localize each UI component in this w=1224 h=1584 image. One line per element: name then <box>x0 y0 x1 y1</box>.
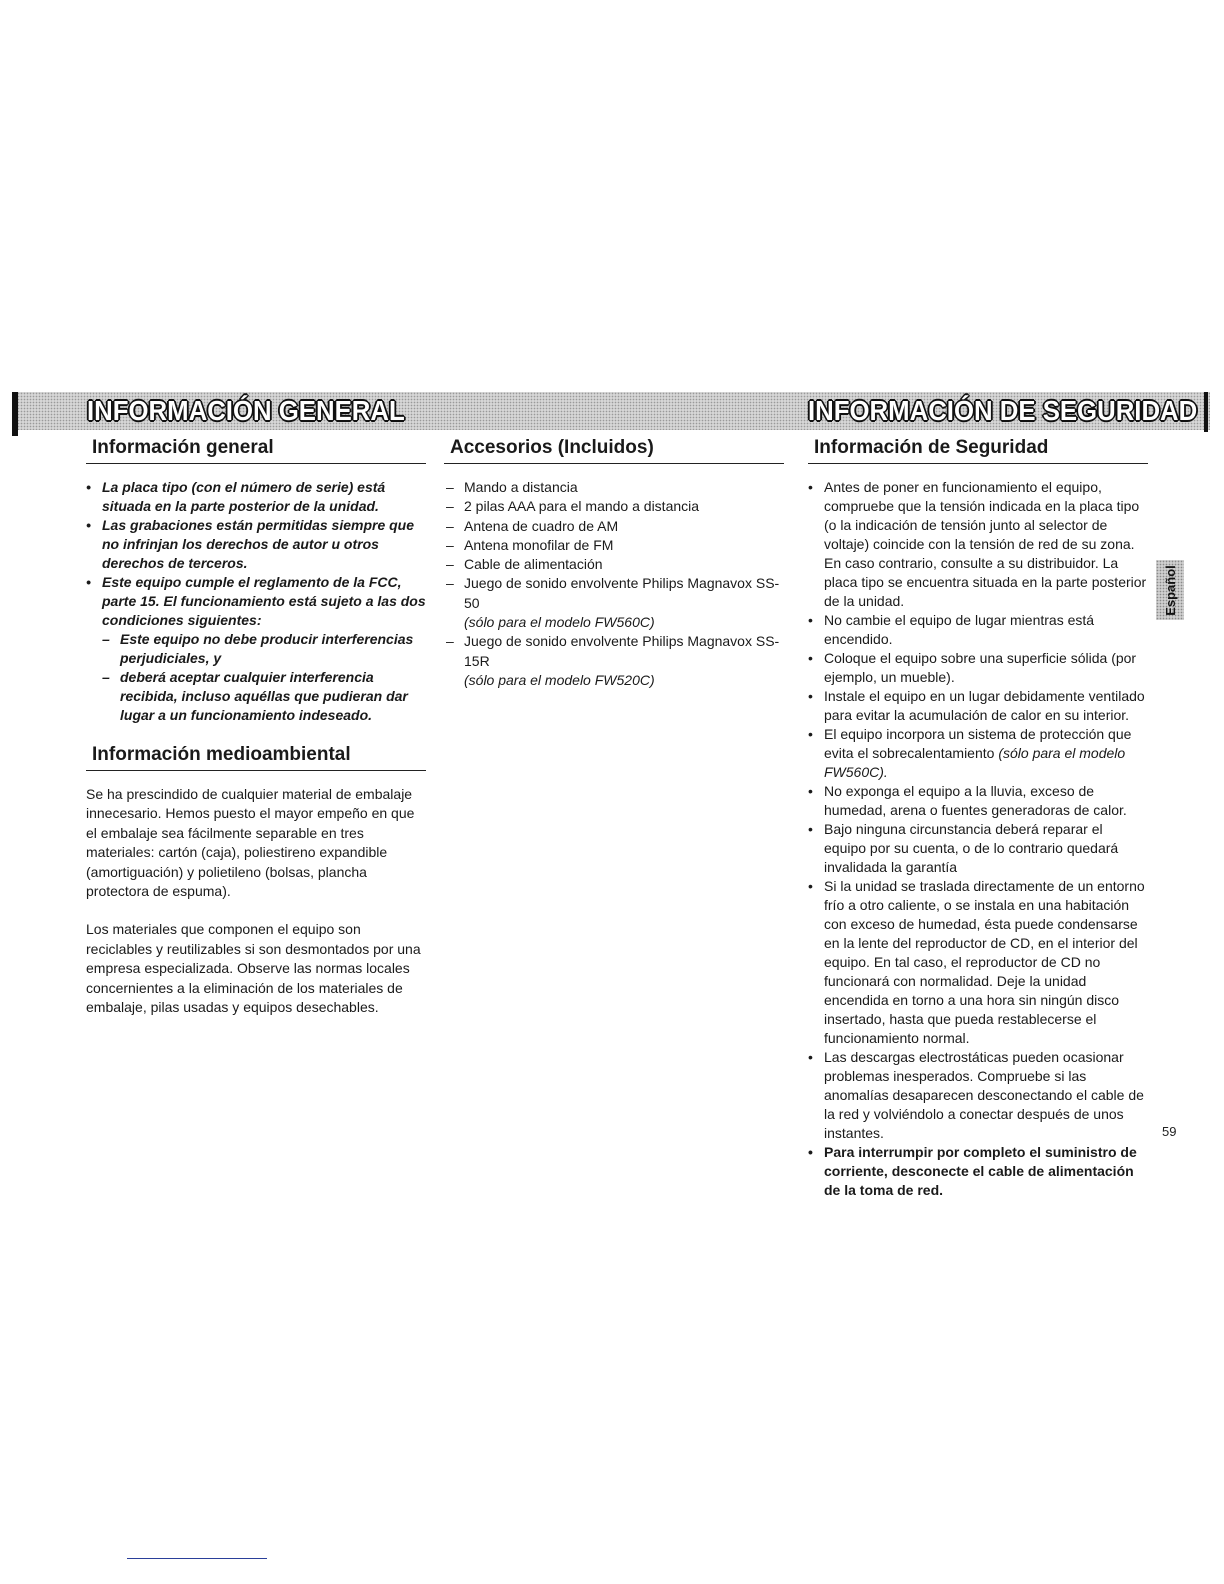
environment-paragraph: Se ha prescindido de cualquier material de embalaje innecesario. Hemos puesto el mayor empeño en que el embalaje sea fácilmente separable en tres materiales: cartón (caja), poliestireno expandible (amortiguación) y polietileno (bolsas, plancha protectora de espuma). <box>86 786 415 900</box>
banner-edge-mark-left <box>12 392 18 436</box>
list-item-text: Juego de sonido envolvente Philips Magnavox SS-15R <box>464 633 780 669</box>
accessories-heading: Accesorios (Incluidos) <box>444 436 784 464</box>
language-tab-label <box>1156 562 1184 618</box>
list-item: – Antena monofilar de FM <box>444 536 784 555</box>
list-item: • Para interrumpir por completo el suministro de corriente, desconecte el cable de alimentación de la toma de red. <box>808 1143 1148 1200</box>
banner-title-safety: INFORMACIÓN DE SEGURIDAD <box>808 395 1198 426</box>
list-item: – Este equipo no debe producir interferencias perjudiciales, y <box>102 630 426 668</box>
list-item-text: El equipo incorpora un sistema de protección que evita el sobrecalentamiento <box>824 726 1132 761</box>
general-info-heading: Información general <box>86 436 426 464</box>
model-note: (sólo para el modelo FW560C). <box>824 745 1126 780</box>
column-safety <box>808 436 1148 1200</box>
page-number: 59 <box>1162 1124 1177 1139</box>
list-item-text: Este equipo cumple el reglamento de la FCC, parte 15. El funcionamiento está sujeto a las dos condiciones siguientes: <box>102 574 426 628</box>
list-item: – 2 pilas AAA para el mando a distancia <box>444 497 784 516</box>
list-item-text: Juego de sonido envolvente Philips Magnavox SS-50 <box>464 575 780 611</box>
model-note: (sólo para el modelo FW520C) <box>464 671 655 688</box>
banner-title-general: INFORMACIÓN GENERAL <box>87 395 405 426</box>
list-item: – Antena de cuadro de AM <box>444 517 784 536</box>
environment-paragraph: Los materiales que componen el equipo son reciclables y reutilizables si son desmontados por una empresa especializada. Observe las normas locales concernientes a la eliminación de los materiales de embalaje, pilas usadas y equipos desechables. <box>86 921 421 1016</box>
list-item: • Coloque el equipo sobre una superficie sólida (por ejemplo, un mueble). <box>808 649 1148 687</box>
list-item: – Mando a distancia <box>444 478 784 497</box>
list-item: • No cambie el equipo de lugar mientras está encendido. <box>808 611 1148 649</box>
safety-list <box>808 478 1148 1200</box>
general-info-list <box>86 478 426 725</box>
list-item: • Instale el equipo en un lugar debidamente ventilado para evitar la acumulación de calor en su interior. <box>808 687 1148 725</box>
column-accessories <box>444 436 784 690</box>
list-item: – deberá aceptar cualquier interferencia recibida, incluso aquéllas que pudieran dar lugar a un funcionamiento indeseado. <box>102 668 426 725</box>
banner-edge-mark-right <box>1204 392 1208 432</box>
list-item <box>808 725 1148 782</box>
list-item: • Bajo ninguna circunstancia deberá reparar el equipo por su cuenta, o de lo contrario quedará invalidada la garantía <box>808 820 1148 877</box>
column-general <box>86 436 426 1017</box>
language-tab-text: Español <box>1162 564 1178 616</box>
list-item <box>444 574 784 632</box>
accessories-list <box>444 478 784 690</box>
model-note: (sólo para el modelo FW560C) <box>464 614 655 631</box>
fcc-conditions-list <box>102 630 426 725</box>
list-item: • No exponga el equipo a la lluvia, exceso de humedad, arena o fuentes generadoras de calor. <box>808 782 1148 820</box>
list-item: • Antes de poner en funcionamiento el equipo, compruebe que la tensión indicada en la placa tipo (o la indicación de tensión junto al selector de voltaje) coincide con la tensión de red de su zona. En caso contrario, consulte a su distribuidor. La placa tipo se encuentra situada en la parte posterior de la unidad. <box>808 478 1148 611</box>
list-item: • Si la unidad se traslada directamente de un entorno frío a otro caliente, o se instala en una habitación con exceso de humedad, ésta puede condensarse en la lente del reproductor de CD, en el interior del equipo. En tal caso, el reproductor de CD no funcionará con normalidad. Deje la unidad encendida en torno a una hora sin ningún disco insertado, hasta que pueda restablecerse el funcionamiento normal. <box>808 877 1148 1048</box>
list-item: • Las descargas electrostáticas pueden ocasionar problemas inesperados. Compruebe si las anomalías desaparecen desconectando el cable de la red y volviéndolo a conectar después de unos instantes. <box>808 1048 1148 1143</box>
list-item: – Cable de alimentación <box>444 555 784 574</box>
safety-heading: Información de Seguridad <box>808 436 1148 464</box>
list-item: • Las grabaciones están permitidas siempre que no infrinjan los derechos de autor u otros derechos de terceros. <box>86 516 426 573</box>
list-item <box>86 573 426 725</box>
list-item <box>444 632 784 690</box>
environment-heading: Información medioambiental <box>86 743 426 771</box>
footer-rule <box>127 1558 267 1559</box>
list-item: • La placa tipo (con el número de serie) está situada en la parte posterior de la unidad. <box>86 478 426 516</box>
